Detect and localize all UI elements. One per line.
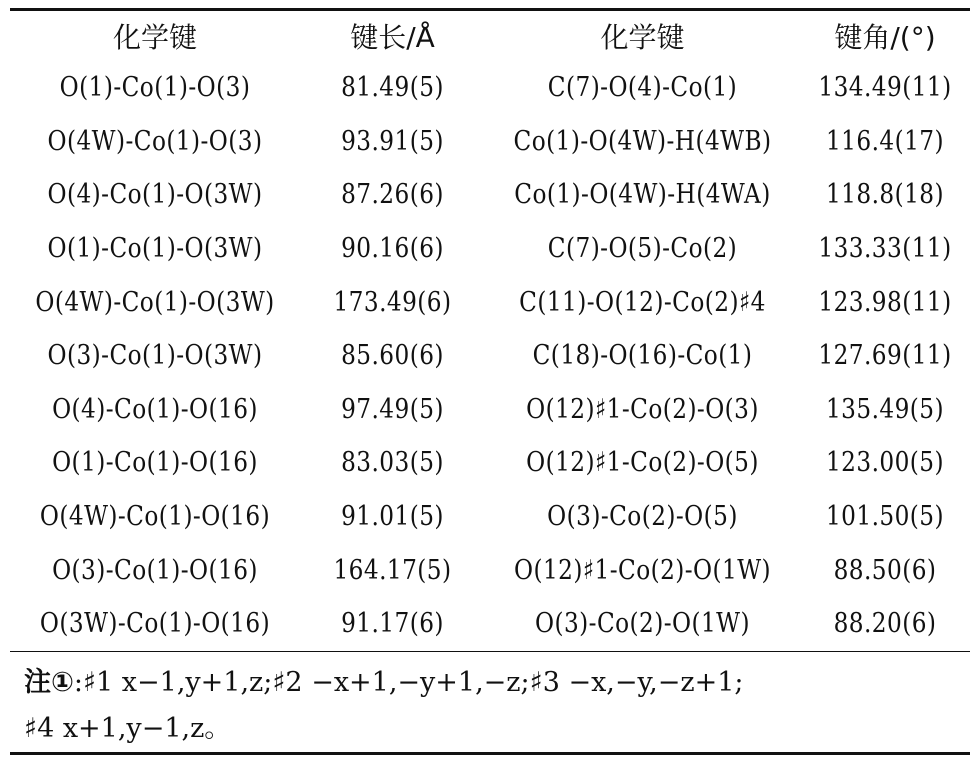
bond-2-cell: C(7)-O(4)-Co(1) (547, 72, 738, 104)
table-row (10, 61, 970, 115)
bond-2-cell: O(12)♯1-Co(2)-O(5) (526, 447, 759, 479)
table-row (10, 543, 970, 597)
footnote (10, 652, 970, 752)
bond-2-cell: C(18)-O(16)-Co(1) (532, 340, 753, 372)
table-body (10, 61, 970, 651)
bond-angle-cell: 135.49(5) (825, 393, 945, 425)
footnote-label: 注① (24, 666, 74, 698)
table-row (10, 168, 970, 222)
bond-angle-cell: 101.50(5) (825, 501, 945, 533)
bond-length-cell: 85.60(6) (341, 340, 444, 372)
bond-2-cell: C(11)-O(12)-Co(2)♯4 (519, 286, 766, 318)
bond-angle-cell: 118.8(18) (825, 179, 945, 211)
table-row (10, 436, 970, 490)
table-row (10, 597, 970, 651)
bond-angle-cell: 88.50(6) (833, 554, 937, 586)
bond-length-cell: 91.17(6) (341, 608, 444, 640)
bond-length-cell: 97.49(5) (341, 393, 444, 425)
table-row (10, 383, 970, 437)
header-bond-angle: 键角/(°) (834, 21, 936, 54)
bond-length-cell: 173.49(6) (333, 286, 452, 318)
bond-2-cell: C(7)-O(5)-Co(2) (547, 233, 738, 265)
bond-length-cell: 164.17(5) (333, 554, 452, 586)
bond-1-cell: O(4W)-Co(1)-O(3W) (35, 286, 275, 318)
bond-1-cell: O(3)-Co(1)-O(3W) (47, 340, 263, 372)
bond-1-cell: O(1)-Co(1)-O(3) (59, 72, 251, 104)
bond-angle-cell: 133.33(11) (818, 233, 952, 265)
bond-1-cell: O(1)-Co(1)-O(3W) (47, 233, 263, 265)
bond-1-cell: O(3W)-Co(1)-O(16) (39, 608, 271, 640)
bond-length-cell: 91.01(5) (341, 501, 444, 533)
bond-angle-cell: 123.98(11) (818, 286, 952, 318)
bond-2-cell: O(12)♯1-Co(2)-O(3) (526, 393, 759, 425)
bond-length-cell: 90.16(6) (341, 233, 444, 265)
bond-data-table-container (10, 8, 970, 755)
bond-1-cell: O(4)-Co(1)-O(3W) (47, 179, 263, 211)
bond-table (10, 11, 970, 651)
header-bond-2: 化学键 (600, 21, 685, 54)
bond-length-cell: 93.91(5) (341, 125, 444, 157)
bond-angle-cell: 134.49(11) (818, 72, 952, 104)
header-row (10, 11, 970, 61)
bottom-rule (10, 752, 970, 755)
table-row (10, 222, 970, 276)
bond-angle-cell: 123.00(5) (825, 447, 945, 479)
bond-angle-cell: 88.20(6) (833, 608, 937, 640)
bond-2-cell: O(12)♯1-Co(2)-O(1W) (513, 554, 772, 586)
table-row (10, 490, 970, 544)
table-row (10, 329, 970, 383)
bond-length-cell: 81.49(5) (341, 72, 444, 104)
bond-1-cell: O(4)-Co(1)-O(16) (52, 393, 258, 425)
footnote-line-2: ♯4 x+1,y−1,z。 (24, 712, 232, 744)
bond-1-cell: O(4W)-Co(1)-O(16) (39, 501, 271, 533)
header-bond-length: 键长/Å (350, 21, 435, 54)
footnote-text-1: :♯1 x−1,y+1,z;♯2 −x+1,−y+1,−z;♯3 −x,−y,−z+1; (73, 666, 744, 698)
bond-length-cell: 87.26(6) (341, 179, 444, 211)
bond-2-cell: Co(1)-O(4W)-H(4WA) (514, 179, 771, 211)
bond-angle-cell: 127.69(11) (818, 340, 952, 372)
bond-angle-cell: 116.4(17) (825, 125, 945, 157)
bond-1-cell: O(1)-Co(1)-O(16) (52, 447, 258, 479)
header-bond-1: 化学键 (112, 21, 197, 54)
bond-2-cell: O(3)-Co(2)-O(5) (547, 501, 738, 533)
bond-2-cell: Co(1)-O(4W)-H(4WB) (513, 125, 772, 157)
table-row (10, 275, 970, 329)
bond-1-cell: O(3)-Co(1)-O(16) (52, 554, 258, 586)
bond-2-cell: O(3)-Co(2)-O(1W) (535, 608, 750, 640)
footnote-line-1 (24, 660, 956, 706)
table-row (10, 115, 970, 169)
bond-1-cell: O(4W)-Co(1)-O(3) (47, 125, 263, 157)
bond-length-cell: 83.03(5) (341, 447, 444, 479)
